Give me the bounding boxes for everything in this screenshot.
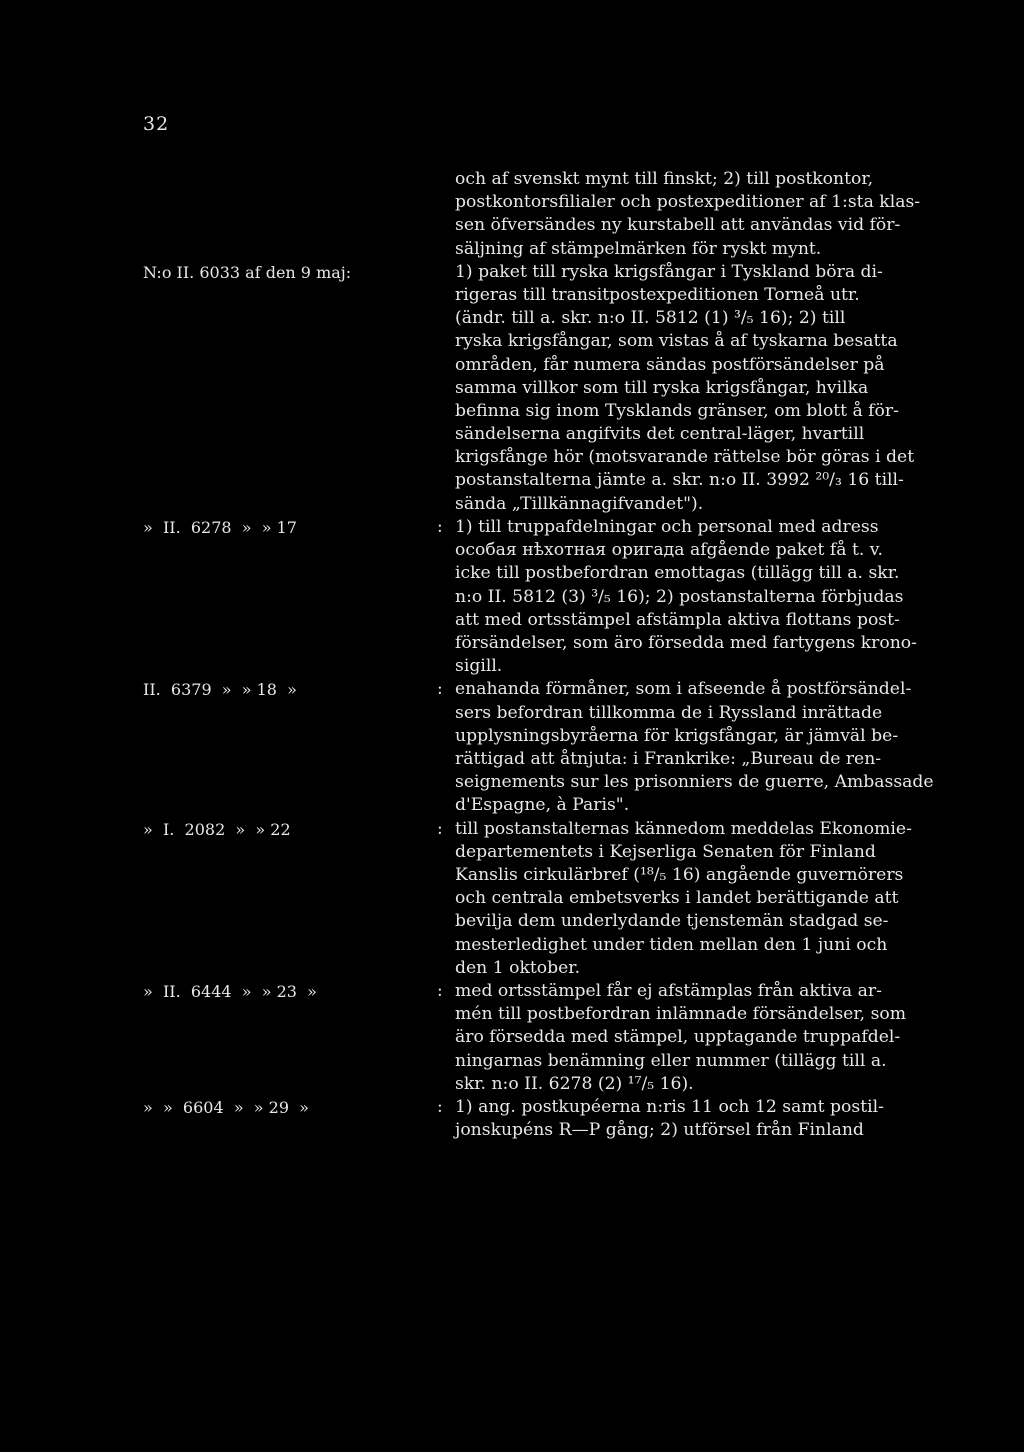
entry-reference: » I. 2082 » » 22 <box>143 819 291 839</box>
text-line: 1) paket till ryska krigsfångar i Tyskland böra di- <box>455 261 883 282</box>
entry-colon: : <box>437 981 443 1001</box>
entry-colon: : <box>437 517 443 537</box>
text-line: Kanslis cirkulärbref (¹⁸/₅ 16) angående guvernörers <box>455 864 904 885</box>
text-line: äro försedda med stämpel, upptagande truppafdel- <box>455 1027 901 1048</box>
entry-reference: » II. 6278 » » 17 <box>143 518 297 537</box>
text-line: och centrala embetsverks i landet berättigande att <box>455 888 899 909</box>
text-line: departementets i Kejserliga Senaten för Finland <box>455 841 876 862</box>
entry-text <box>455 678 951 817</box>
text-line: med ortsstämpel får ej afstämplas från aktiva ar- <box>455 981 882 1001</box>
text-line: upplysningsbyråerna för krigsfångar, är jämväl be- <box>455 725 899 746</box>
entry-colon: : <box>437 679 443 700</box>
text-line: d'Espagne, à Paris". <box>455 795 630 816</box>
text-line: postkontorsfilialer och postexpeditioner af 1:sta klas- <box>455 192 921 213</box>
text-line: försändelser, som äro försedda med fartygens krono- <box>455 632 917 653</box>
text-line: sända „Tillkännagifvandet"). <box>455 493 704 514</box>
text-line: och af svenskt mynt till finskt; 2) till postkontor, <box>455 169 874 189</box>
entry-reference: II. 6379 » » 18 » <box>143 680 297 700</box>
text-line: jonskupéns R—P gång; 2) utförsel från Finland <box>455 1120 864 1141</box>
page-number: 32 <box>143 113 170 135</box>
entry-reference: N:o II. 6033 af den 9 maj: <box>143 262 352 282</box>
text-line: rigeras till transitpostexpeditionen Torneå utr. <box>455 284 860 305</box>
text-line: icke till postbefordran emottagas (tillägg till a. skr. <box>455 563 900 584</box>
entry-colon: : <box>437 1097 443 1117</box>
text-line: seignements sur les prisonniers de guerre, Ambassade <box>455 772 934 793</box>
entry-reference: » II. 6444 » » 23 » <box>143 982 317 1001</box>
text-line: samma villkor som till ryska krigsfångar, hvilka <box>455 377 869 398</box>
entry-colon: : <box>437 818 443 839</box>
text-line: att med ortsstämpel afstämpla aktiva flottans post- <box>455 609 900 630</box>
text-line: enahanda förmåner, som i afseende å postförsändel- <box>455 679 912 700</box>
entry-text <box>455 516 951 678</box>
entry-text <box>455 168 951 261</box>
text-line: säljning af stämpelmärken för ryskt mynt. <box>455 238 822 259</box>
text-line: sigill. <box>455 656 503 677</box>
entry-text <box>455 1096 951 1142</box>
entry-text <box>455 980 951 1096</box>
text-line: ryska krigsfångar, som vistas å af tyskarna besatta <box>455 331 898 352</box>
text-line: rättigad att åtnjuta: i Frankrike: „Bureau de ren- <box>455 748 882 769</box>
text-line: till postanstalternas kännedom meddelas Ekonomie- <box>455 818 912 839</box>
text-line: sändelserna angifvits det central-läger, hvartill <box>455 424 865 445</box>
text-line: особая нѣхотная оригада afgående paket få t. v. <box>455 540 883 561</box>
text-line: ningarnas benämning eller nummer (tillägg till a. <box>455 1050 887 1071</box>
text-line: 1) till truppafdelningar och personal med adress <box>455 517 879 537</box>
entry-reference: » » 6604 » » 29 » <box>143 1098 309 1117</box>
text-line: postanstalterna jämte a. skr. n:o II. 3992 ²⁰/₃ 16 till- <box>455 470 904 491</box>
text-line: den 1 oktober. <box>455 957 581 978</box>
text-line: (ändr. till a. skr. n:o II. 5812 (1) ³/₅ 16); 2) till <box>455 308 846 329</box>
text-line: skr. n:o II. 6278 (2) ¹⁷/₅ 16). <box>455 1073 694 1094</box>
text-line: mesterledighet under tiden mellan den 1 juni och <box>455 934 888 955</box>
text-line: 1) ang. postkupéerna n:ris 11 och 12 samt postil- <box>455 1097 884 1117</box>
text-line: krigsfånge hör (motsvarande rättelse bör göras i det <box>455 447 915 468</box>
text-line: bevilja dem underlydande tjenstemän stadgad se- <box>455 911 889 932</box>
entry-text <box>455 818 951 980</box>
text-line: befinna sig inom Tysklands gränser, om blott å för- <box>455 400 899 421</box>
text-line: områden, får numera sändas postförsändelser på <box>455 354 885 375</box>
text-line: sen öfversändes ny kurstabell att användas vid för- <box>455 215 901 236</box>
text-line: mén till postbefordran inlämnade försändelser, som <box>455 1004 907 1025</box>
text-line: sers befordran tillkomma de i Ryssland inrättade <box>455 702 883 723</box>
entry-text <box>455 261 951 516</box>
text-line: n:o II. 5812 (3) ³/₅ 16); 2) postanstalterna förbjudas <box>455 586 904 607</box>
